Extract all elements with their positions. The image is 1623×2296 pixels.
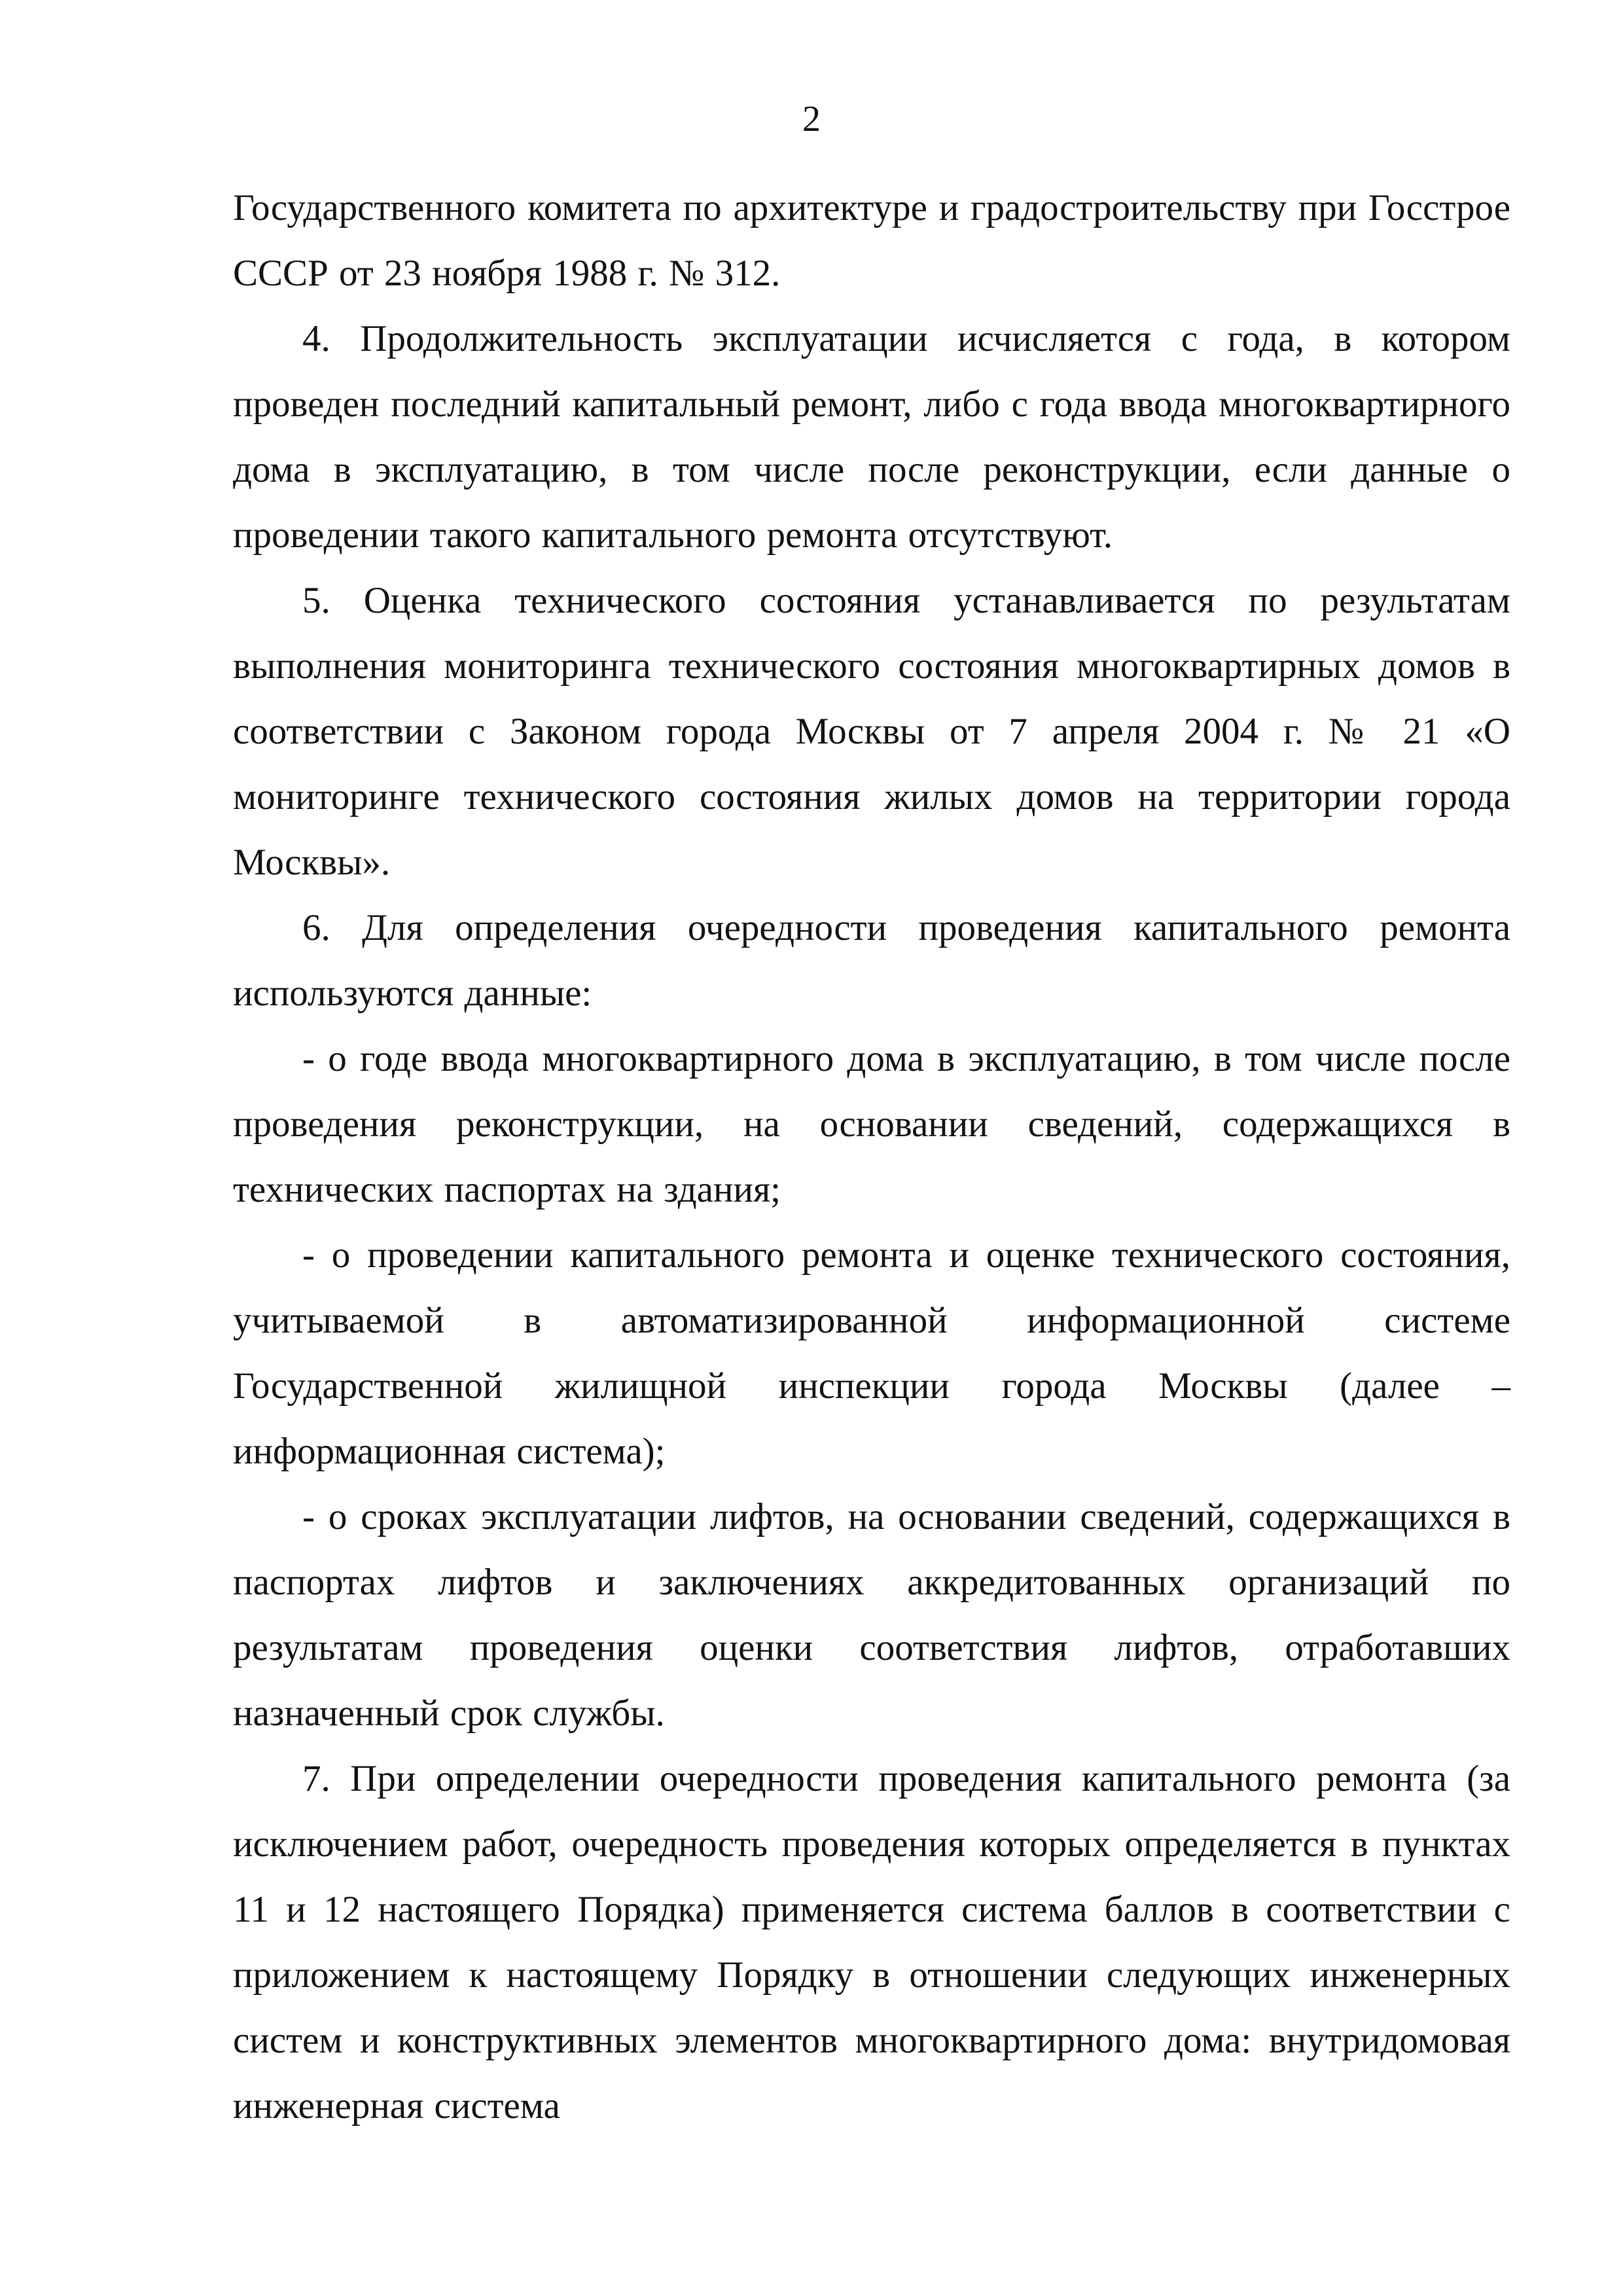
list-item-capital-repair: - о проведении капитального ремонта и оценке технического состояния, учитываемой в автоматизированной информационной системе Государственной жилищной инспекции города Москвы (далее – информационная система); [233,1234,1510,1472]
paragraph-continuation: Государственного комитета по архитектуре и градостроительству при Госстрое СССР от 23 ноября 1988 г. № 312. [233,187,1510,294]
list-item-year-of-commissioning: - о годе ввода многоквартирного дома в эксплуатацию, в том числе после проведения реконструкции, на основании сведений, содержащихся в технических паспортах на здания; [233,1038,1510,1210]
paragraph-item-7: 7. При определении очередности проведения капитального ремонта (за исключением работ, очередность проведения которых определяется в пунктах 11 и 12 настоящего Порядка) применяется система баллов в соответствии с приложением к настоящему Порядку в отношении следующих инженерных систем и конструктивных элементов многоквартирного дома: внутридомовая инженерная система [233,1758,1510,2126]
list-item-elevators: - о сроках эксплуатации лифтов, на основании сведений, содержащихся в паспортах лифтов и заключениях аккредитованных организаций по результатам проведения оценки соответствия лифтов, отработавших назначенный срок службы. [233,1496,1510,1734]
paragraph-item-5: 5. Оценка технического состояния устанавливается по результатам выполнения мониторинга технического состояния многоквартирных домов в соответствии с Законом города Москвы от 7 апреля 2004 г. № 21 «О мониторинге технического состояния жилых домов на территории города Москвы». [233,580,1510,883]
page-number: 2 [802,99,821,139]
paragraph-item-6: 6. Для определения очередности проведения капитального ремонта используются данные: [233,907,1510,1014]
document-body [233,175,1510,2139]
paragraph-item-4: 4. Продолжительность эксплуатации исчисляется с года, в котором проведен последний капитальный ремонт, либо с года ввода многоквартирного дома в эксплуатацию, в том числе после реконструкции, если данные о проведении такого капитального ремонта отсутствуют. [233,318,1510,556]
